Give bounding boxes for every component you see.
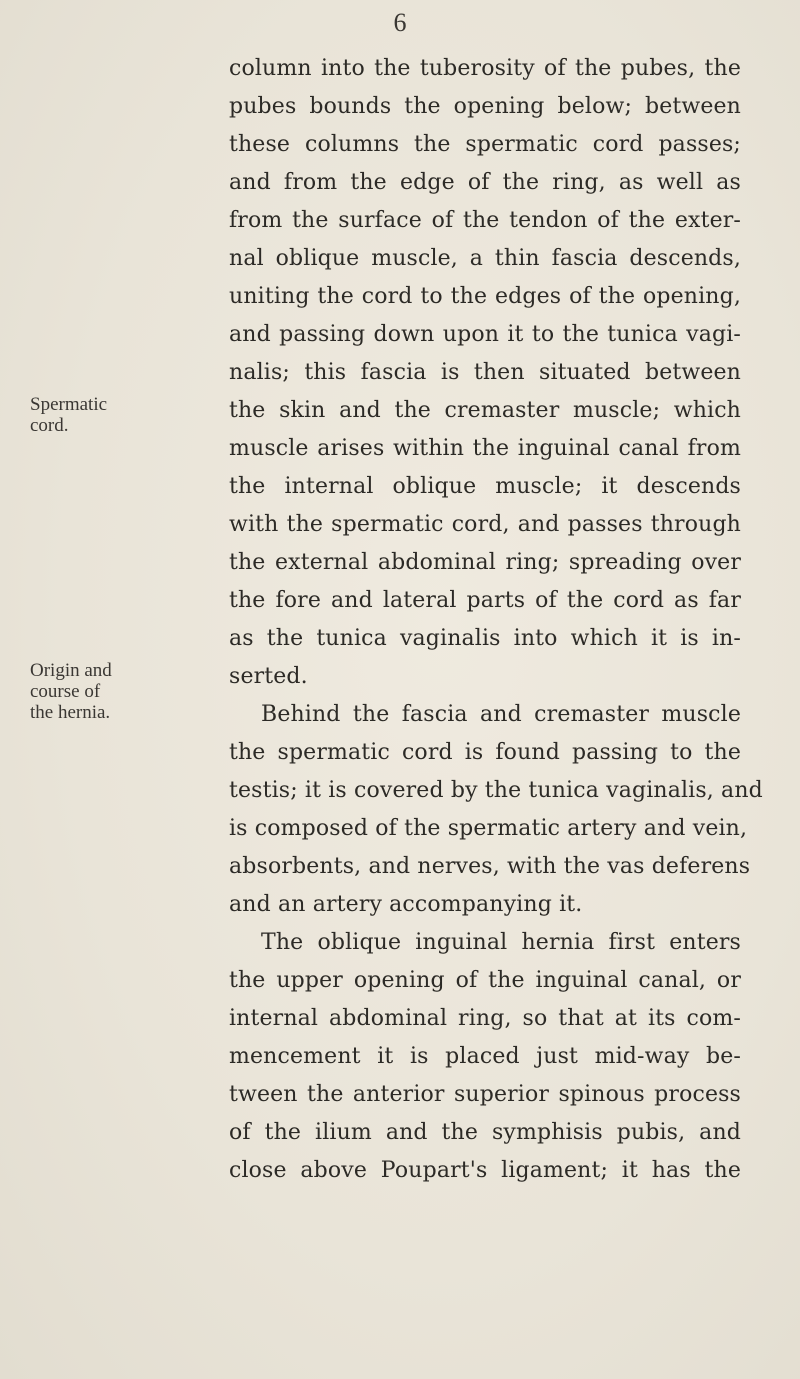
text-line: of the ilium and the symphisis pubis, and	[229, 1120, 741, 1145]
text-line: The oblique inguinal hernia first enters	[261, 930, 741, 955]
text-line: the upper opening of the inguinal canal, or	[229, 968, 741, 993]
text-line: absorbents, and nerves, with the vas deferens	[229, 854, 751, 879]
text-line: Behind the fascia and cremaster muscle	[261, 702, 741, 727]
text-line: muscle arises within the inguinal canal from	[229, 436, 741, 461]
text-line: nal oblique muscle, a thin fascia descends,	[229, 246, 741, 271]
text-line: from the surface of the tendon of the exter-	[229, 208, 741, 233]
text-line: pubes bounds the opening below; between	[229, 94, 741, 119]
margin-note-spermatic-cord	[30, 394, 215, 436]
margin-note-line: course of	[30, 681, 101, 702]
text-line: and passing down upon it to the tunica vagi-	[229, 322, 741, 347]
margin-note-line: Origin and	[30, 660, 112, 681]
text-line: the spermatic cord is found passing to the	[229, 740, 741, 765]
text-line: serted.	[229, 664, 308, 689]
text-line: mencement it is placed just mid-way be-	[229, 1044, 741, 1069]
margin-note-line: Spermatic	[30, 394, 108, 415]
text-line: uniting the cord to the edges of the opening,	[229, 284, 741, 309]
text-line: the external abdominal ring; spreading over	[229, 550, 741, 575]
text-line: as the tunica vaginalis into which it is in-	[229, 626, 741, 651]
text-line: the skin and the cremaster muscle; which	[229, 398, 741, 423]
text-line: with the spermatic cord, and passes through	[229, 512, 741, 537]
text-line: these columns the spermatic cord passes;	[229, 132, 741, 157]
margin-note-line: cord.	[30, 415, 69, 436]
text-line: column into the tuberosity of the pubes, the	[229, 56, 741, 81]
text-line: the internal oblique muscle; it descends	[229, 474, 741, 499]
margin-note-line: the hernia.	[30, 702, 111, 723]
text-line: testis; it is covered by the tunica vaginalis, and	[229, 778, 763, 803]
text-line: close above Poupart's ligament; it has the	[229, 1158, 741, 1183]
text-line: and an artery accompanying it.	[229, 892, 583, 917]
text-line: and from the edge of the ring, as well as	[229, 170, 741, 195]
text-line: internal abdominal ring, so that at its com-	[229, 1006, 741, 1031]
text-line: is composed of the spermatic artery and vein,	[229, 816, 748, 841]
page-number: 6	[393, 8, 407, 37]
text-line: the fore and lateral parts of the cord as far	[229, 588, 741, 613]
margin-note-origin-of-hernia	[30, 660, 215, 723]
text-line: nalis; this fascia is then situated between	[229, 360, 741, 385]
body-text	[229, 50, 763, 1190]
text-line: tween the anterior superior spinous process	[229, 1082, 741, 1107]
